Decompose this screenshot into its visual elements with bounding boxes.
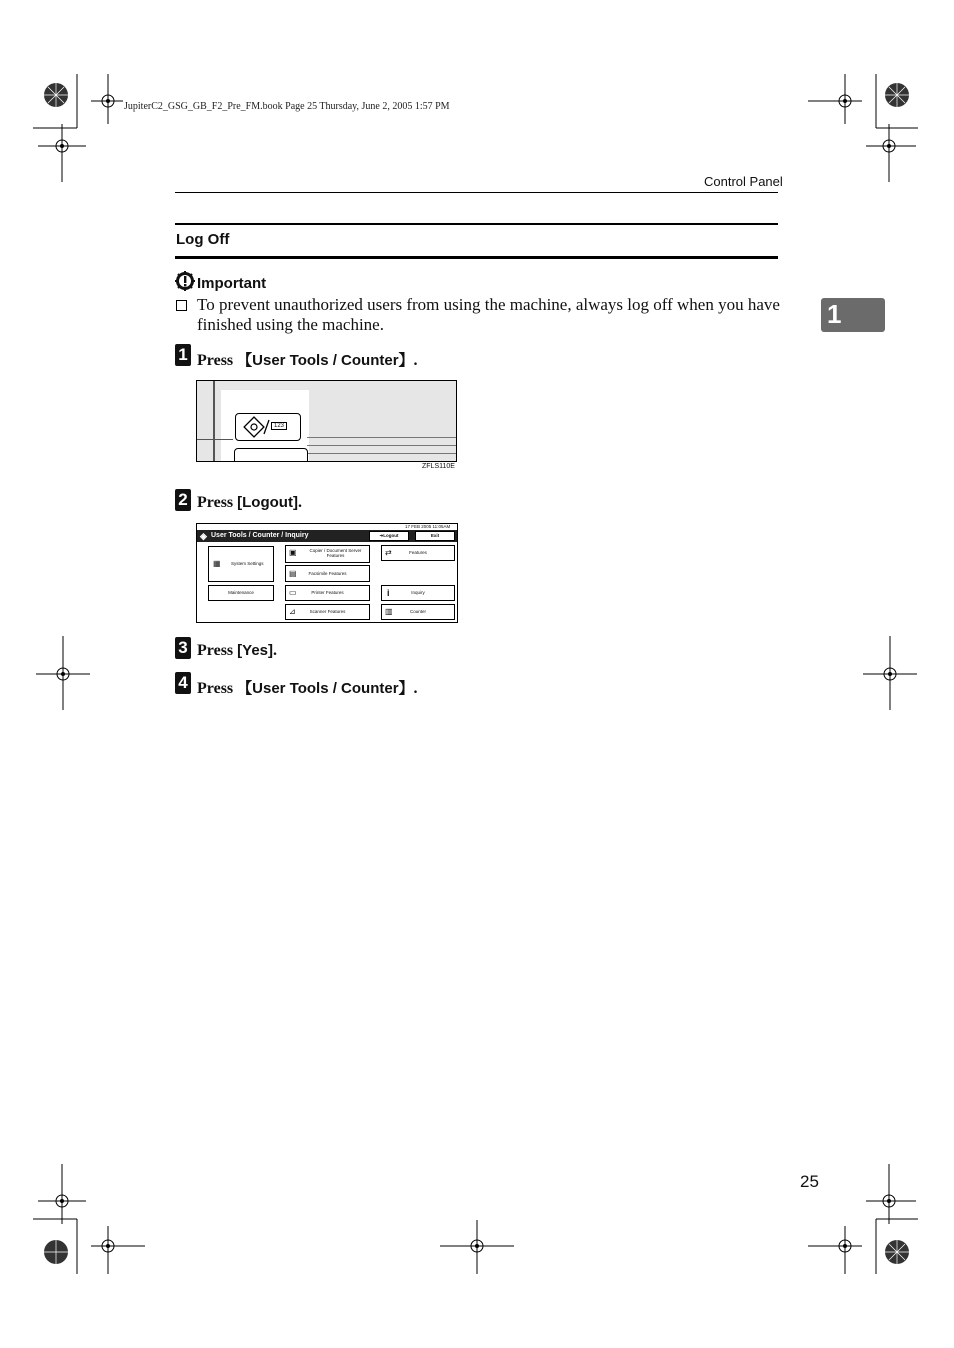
copier-label: Copier / Document Server Features <box>309 548 362 558</box>
exit-button[interactable] <box>415 531 455 541</box>
maintenance-label: Maintenance <box>228 590 254 595</box>
step-1-text <box>197 349 418 370</box>
system-settings-label: System Settings <box>231 561 264 566</box>
registration-mark-top-left <box>33 74 123 184</box>
step-number-3: 3 <box>175 637 191 659</box>
registration-mark-bottom-center <box>440 1220 516 1276</box>
features-label: Features <box>409 550 427 555</box>
step-2-prefix: Press <box>197 494 238 511</box>
printer-features-button[interactable] <box>285 585 370 601</box>
running-head: Control Panel <box>704 174 783 189</box>
system-settings-button[interactable] <box>208 546 274 582</box>
step-1-prefix: Press <box>197 352 238 369</box>
chapter-number: 1 <box>827 299 842 329</box>
printer-label: Printer Features <box>311 590 344 595</box>
info-icon: i <box>387 588 390 598</box>
important-heading <box>175 273 266 293</box>
section-rule-top <box>175 223 778 225</box>
logout-label: Logout <box>383 533 399 538</box>
facsimile-label: Facsimile Features <box>308 571 347 576</box>
file-info: JupiterC2_GSG_GB_F2_Pre_FM.book Page 25 Thursday, June 2, 2005 1:57 PM <box>124 101 450 112</box>
features-icon: ⇄ <box>385 548 392 557</box>
counter-label: Counter <box>409 609 426 614</box>
maintenance-button[interactable] <box>208 585 274 601</box>
step-4-suffix: . <box>413 680 418 697</box>
step-3-prefix: Press <box>197 642 238 659</box>
step-number-2: 2 <box>175 489 191 511</box>
system-settings-icon: ▦ <box>213 559 221 568</box>
screen-title-bar <box>197 530 457 542</box>
logout-button[interactable] <box>369 531 409 541</box>
user-tools-key-icon <box>236 414 300 440</box>
logout-icon: ➜ <box>379 533 384 538</box>
counter-button[interactable] <box>381 604 455 620</box>
counter-icon: ▥ <box>385 607 393 616</box>
section-rule-bottom <box>175 256 778 259</box>
step-2-suffix: . <box>297 494 302 511</box>
step-2-key: [Logout] <box>237 494 298 511</box>
figure-code: ZFLS110E <box>422 463 455 470</box>
step-4-text <box>197 677 418 698</box>
step-3-text <box>197 642 277 660</box>
chapter-tab <box>821 298 885 332</box>
facsimile-features-button[interactable] <box>285 565 370 582</box>
step-3-key: [Yes] <box>237 642 273 659</box>
step-4-key: 【User Tools / Counter】 <box>237 680 414 697</box>
registration-mark-bottom-left <box>33 1164 148 1276</box>
step-1-suffix: . <box>413 352 418 369</box>
section-title: Log Off <box>176 231 230 248</box>
counter-key-label: 123 <box>271 422 287 430</box>
step-2-text <box>197 494 302 512</box>
screen-status: 17 FEB 2005 11:05AM <box>405 524 451 529</box>
page-number: 25 <box>800 1172 819 1191</box>
step-1-key: 【User Tools / Counter】 <box>237 352 414 369</box>
user-tools-counter-key <box>235 413 301 441</box>
scanner-features-button[interactable] <box>285 604 370 620</box>
header-rule <box>175 192 778 193</box>
inquiry-label: Inquiry <box>411 590 425 595</box>
screen-title-icon: ◈ <box>200 531 207 541</box>
scanner-label: Scanner Features <box>309 609 346 614</box>
checkbox-bullet-icon <box>176 300 187 311</box>
printer-icon: ▭ <box>289 588 297 597</box>
registration-mark-middle-right <box>863 636 919 712</box>
registration-mark-top-right <box>808 74 918 184</box>
important-label: Important <box>197 274 267 292</box>
features-button[interactable] <box>381 545 455 561</box>
user-tools-screen <box>196 523 458 623</box>
step-4-prefix: Press <box>197 680 238 697</box>
step-number-4: 4 <box>175 672 191 694</box>
inquiry-button[interactable] <box>381 585 455 601</box>
screen-title: User Tools / Counter / Inquiry <box>211 532 309 539</box>
facsimile-icon: ▤ <box>289 569 297 578</box>
step-3-suffix: . <box>273 642 277 659</box>
registration-mark-middle-left <box>36 636 92 712</box>
registration-mark-bottom-right <box>808 1164 918 1276</box>
important-text: To prevent unauthorized users from using the machine, always log off when you have finished using the machine. <box>197 295 780 334</box>
control-panel-illustration <box>196 380 457 462</box>
copier-icon: ▣ <box>289 548 297 557</box>
copier-features-button[interactable] <box>285 545 370 563</box>
step-number-1: 1 <box>175 344 191 366</box>
scanner-icon: ⊿ <box>289 607 296 616</box>
important-icon <box>175 271 195 296</box>
exit-label: Exit <box>430 533 440 538</box>
